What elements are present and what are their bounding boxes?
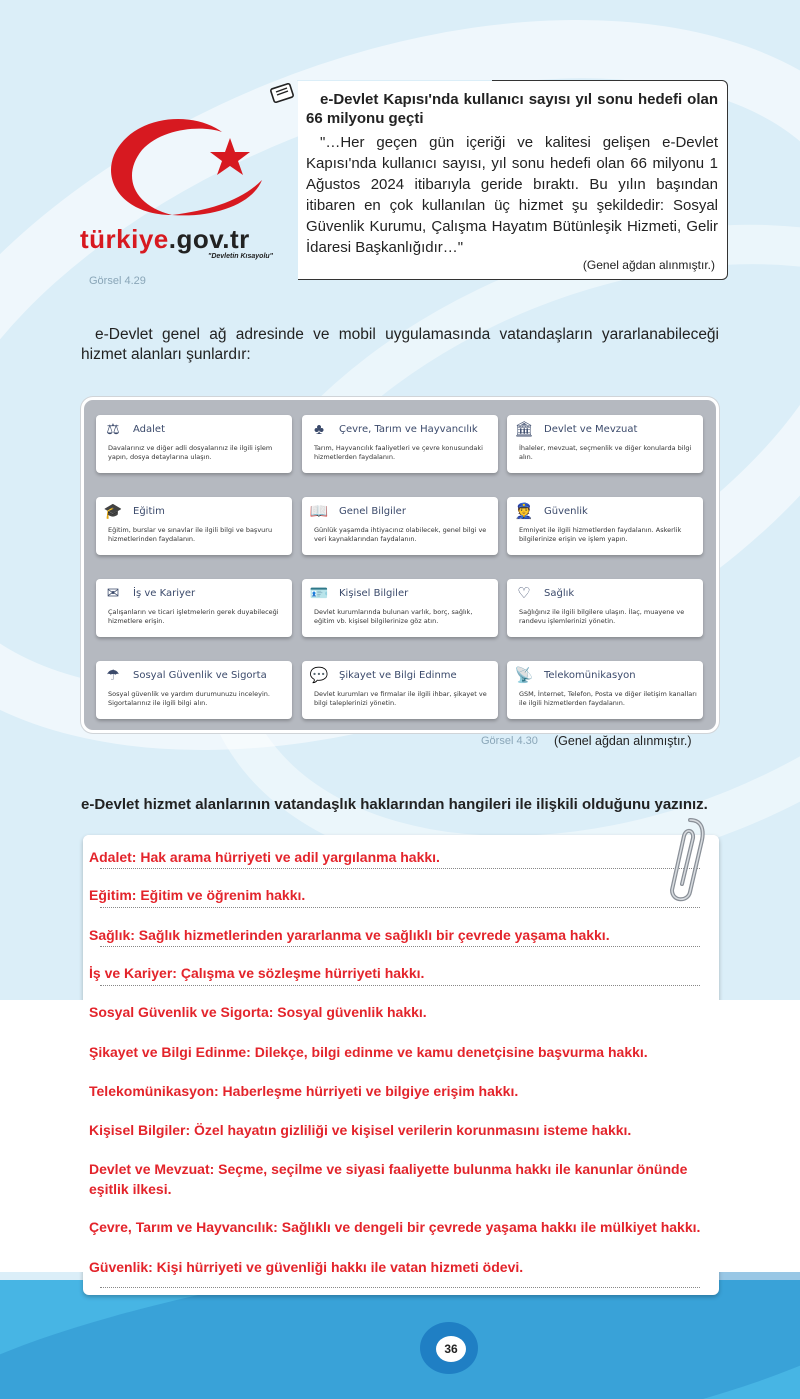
service-title: Güvenlik: [544, 506, 588, 517]
e-devlet-services-panel: [81, 397, 719, 733]
news-body: "…Her geçen gün içeriği ve kalitesi gelişen e-Devlet Kapısı'nda kullanıcı sayısı, yıl sonu hedefi olan 66 milyonu 1 Ağustos 2024 itibarıyla geride bıraktı. Bu yılın başından itibaren en çok kullanılan üç hizmet şu şekildedir: Sosyal Güvenlik Kurumu, Çalışma Hayatım Bütünleşik Hizmeti, Gelir İdaresi Başkanlığıdır…": [306, 134, 718, 256]
antenna-icon: 📡: [514, 667, 534, 684]
service-description: Devlet kurumları ve firmalar ile ilgili ihbar, şikayet ve bilgi taleplerinizi yönetin.: [314, 690, 487, 707]
crescent-star-icon: [102, 110, 272, 220]
service-title: Adalet: [133, 424, 165, 435]
answer-item: Çevre, Tarım ve Hayvancılık: Sağlıklı ve dengeli bir çevrede yaşama hakkı ile mülkiyet hakkı.: [89, 1219, 701, 1235]
umbrella-icon: ☂: [106, 667, 120, 684]
figure-caption-430: Görsel 4.30: [481, 735, 538, 747]
news-title: e-Devlet Kapısı'nda kullanıcı sayısı yıl sonu hedefi olan 66 milyonu geçti: [306, 91, 718, 127]
service-title: Eğitim: [133, 506, 165, 517]
service-card: [96, 415, 292, 473]
service-card: [302, 497, 498, 555]
service-card: [96, 661, 292, 719]
service-title: Devlet ve Mevzuat: [544, 424, 638, 435]
service-card: [507, 661, 703, 719]
service-title: Sosyal Güvenlik ve Sigorta: [133, 670, 267, 681]
service-title: Kişisel Bilgiler: [339, 588, 409, 599]
service-description: Günlük yaşamda ihtiyacınız olabilecek, genel bilgi ve veri kaynaklarından faydalanın.: [314, 526, 487, 543]
graduation-cap-icon: 🎓: [103, 503, 123, 520]
answer-item: Sağlık: Sağlık hizmetlerinden yararlanma ve sağlıklı bir çevrede yaşama hakkı.: [89, 927, 610, 943]
service-title: Çevre, Tarım ve Hayvancılık: [339, 424, 478, 435]
heartbeat-icon: ♡: [517, 585, 531, 602]
paperclip-icon: [660, 812, 710, 908]
answer-item: Telekomünikasyon: Haberleşme hürriyeti ve bilgiye erişim hakkı.: [89, 1083, 519, 1099]
farm-icon: ♣: [314, 421, 324, 438]
logo-wordmark: türkiye.gov.tr: [80, 224, 250, 254]
logo-tagline: "Devletin Kısayolu": [208, 253, 273, 260]
news-source: (Genel ağdan alınmıştır.): [582, 258, 715, 272]
open-book-icon: 📖: [309, 503, 329, 520]
service-description: İhaleler, mevzuat, seçmenlik ve diğer konularda bilgi alın.: [519, 444, 692, 461]
service-card: [302, 415, 498, 473]
writing-line: [100, 985, 700, 986]
service-description: Sağlığınız ile ilgili bilgilere ulaşın. İlaç, muayene ve randevu işlemlerinizi yönetin.: [519, 608, 685, 625]
service-description: Sosyal güvenlik ve yardım durumunuzu inceleyin. Sigortalarınız ile ilgili bilgi alın.: [108, 690, 270, 707]
writing-line: [100, 868, 700, 869]
service-title: Genel Bilgiler: [339, 506, 406, 517]
government-building-icon: 🏛: [514, 421, 534, 438]
intro-paragraph: e-Devlet genel ağ adresinde ve mobil uygulamasında vatandaşların yararlanabileceği hizmet alanları şunlardır:: [81, 326, 719, 363]
answer-item: Güvenlik: Kişi hürriyeti ve güvenliği hakkı ile vatan hizmeti ödevi.: [89, 1259, 524, 1275]
envelope-icon: ✉: [106, 585, 120, 602]
service-description: Emniyet ile ilgili hizmetlerden faydalanın. Askerlik bilgilerinize erişin ve işlem yapın.: [519, 526, 682, 543]
service-title: İş ve Kariyer: [133, 588, 196, 599]
writing-line: [100, 1287, 700, 1288]
service-description: Eğitim, burslar ve sınavlar ile ilgili bilgi ve başvuru hizmetlerinden faydalanın.: [108, 526, 273, 543]
service-description: GSM, İnternet, Telefon, Posta ve diğer iletişim kanalları ile ilgili hizmetlerden faydalanın.: [519, 690, 697, 707]
service-card: [96, 497, 292, 555]
service-card: [96, 579, 292, 637]
answer-item: İş ve Kariyer: Çalışma ve sözleşme hürriyeti hakkı.: [89, 965, 425, 981]
service-card: [302, 661, 498, 719]
service-card: [507, 579, 703, 637]
service-description: Çalışanların ve ticari işletmelerin gerek duyabileceği hizmetlere erişin.: [108, 608, 279, 625]
question-text: e-Devlet hizmet alanlarının vatandaşlık haklarından hangileri ile ilişkili olduğunu yazınız.: [81, 796, 708, 813]
service-card: [507, 497, 703, 555]
figure-source-430: (Genel ağdan alınmıştır.): [554, 734, 692, 748]
service-description: Tarım, Hayvancılık faaliyetleri ve çevre konusundaki hizmetlerden faydalanın.: [314, 444, 483, 461]
service-card: [302, 579, 498, 637]
writing-line: [100, 907, 700, 908]
answer-item: Adalet: Hak arama hürriyeti ve adil yargılanma hakkı.: [89, 849, 440, 865]
newspaper-icon: [270, 83, 294, 103]
answer-item: Eğitim: Eğitim ve öğrenim hakkı.: [89, 887, 306, 903]
answer-item: Sosyal Güvenlik ve Sigorta: Sosyal güvenlik hakkı.: [89, 1004, 427, 1020]
answer-item: Kişisel Bilgiler: Özel hayatın gizliliği ve kişisel verilerin korunmasını isteme hakkı.: [89, 1122, 632, 1138]
service-title: Şikayet ve Bilgi Edinme: [339, 670, 457, 681]
answer-item: Şikayet ve Bilgi Edinme: Dilekçe, bilgi edinme ve kamu denetçisine başvurma hakkı.: [89, 1044, 648, 1060]
police-officer-icon: 👮: [514, 503, 534, 520]
service-title: Telekomünikasyon: [544, 670, 636, 681]
answer-item: Devlet ve Mevzuat: Seçme, seçilme ve siyasi faaliyette bulunma hakkı ile kanunlar önünde eşitlik ilkesi.: [89, 1161, 688, 1197]
service-card: [507, 415, 703, 473]
writing-line: [100, 946, 700, 947]
service-description: Davalarınız ve diğer adli dosyalarınız ile ilgili işlem yapın, dosya detaylarına ulaşın.: [108, 444, 273, 461]
service-description: Devlet kurumlarında bulunan varlık, borç, sağlık, eğitim vb. kişisel bilgilerinize göz atın.: [314, 608, 473, 625]
turkiye-gov-tr-logo: [80, 110, 285, 260]
news-box: [298, 80, 728, 280]
speech-bubbles-icon: 💬: [309, 667, 329, 684]
id-card-icon: 🪪: [309, 585, 329, 602]
figure-caption-429: Görsel 4.29: [89, 275, 146, 287]
service-title: Sağlık: [544, 588, 575, 599]
scales-icon: ⚖: [106, 421, 120, 438]
page-number: 36: [436, 1336, 466, 1362]
